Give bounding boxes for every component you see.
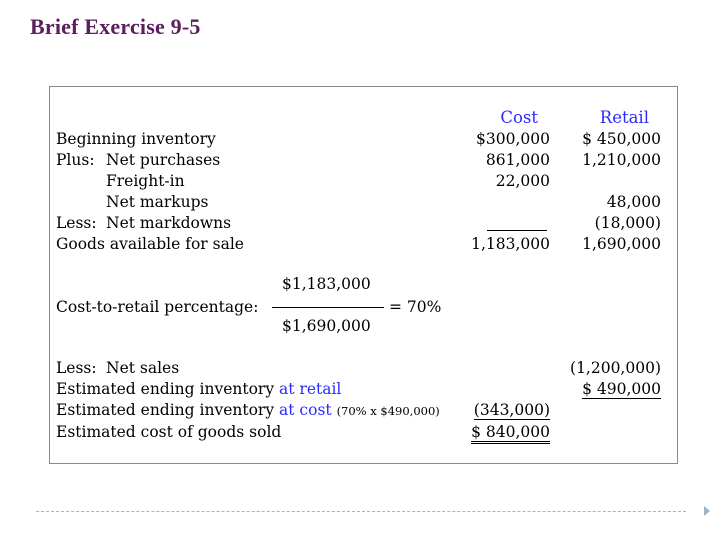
goods-available-label: Goods available for sale bbox=[56, 235, 244, 253]
slide-title: Brief Exercise 9-5 bbox=[30, 14, 201, 39]
net-sales-retail: (1,200,000) bbox=[570, 359, 661, 377]
footer-bullet-icon bbox=[704, 506, 710, 516]
cost-subtotal-rule bbox=[487, 230, 547, 231]
ratio-denominator: $1,690,000 bbox=[282, 317, 371, 335]
retail-header: Retail bbox=[599, 108, 649, 127]
ending-cost-label: Estimated ending inventory bbox=[56, 401, 275, 419]
ending-retail-label: Estimated ending inventory bbox=[56, 380, 275, 398]
goods-available-retail: 1,690,000 bbox=[582, 235, 661, 253]
ending-inventory-retail-value: $ 490,000 bbox=[582, 380, 661, 398]
net-markups-retail: 48,000 bbox=[606, 193, 661, 211]
freight-in-label: Freight-in bbox=[106, 172, 185, 190]
cogs-cost-value: $ 840,000 bbox=[471, 423, 550, 444]
ending-inventory-cost bbox=[474, 401, 550, 419]
cogs-label: Estimated cost of goods sold bbox=[56, 423, 282, 441]
net-markdowns-retail: (18,000) bbox=[594, 214, 661, 232]
net-markdowns-label: Net markdowns bbox=[106, 214, 232, 232]
ending-inventory-cost-value: (343,000) bbox=[473, 401, 550, 419]
net-purchases-cost: 861,000 bbox=[485, 151, 550, 169]
exercise-panel bbox=[49, 86, 678, 464]
goods-available-cost: 1,183,000 bbox=[471, 235, 550, 253]
less-sales-prefix: Less: bbox=[56, 359, 97, 377]
at-retail-highlight: at retail bbox=[279, 380, 342, 398]
ratio-numerator: $1,183,000 bbox=[282, 275, 371, 293]
ending-inventory-retail bbox=[582, 380, 661, 398]
ending-cost-note: (70% x $490,000) bbox=[336, 404, 440, 418]
at-cost-highlight: at cost bbox=[279, 401, 332, 419]
cogs-cost bbox=[471, 423, 550, 441]
ratio-label: Cost-to-retail percentage: bbox=[56, 298, 259, 316]
less-prefix: Less: bbox=[56, 214, 97, 232]
ending-cost-row bbox=[56, 401, 440, 420]
cost-header: Cost bbox=[500, 108, 538, 127]
net-purchases-retail: 1,210,000 bbox=[582, 151, 661, 169]
footer-divider bbox=[36, 511, 686, 512]
ratio-fraction-bar bbox=[272, 307, 384, 308]
ratio-result: = 70% bbox=[389, 298, 442, 316]
beginning-inventory-label: Beginning inventory bbox=[56, 130, 216, 148]
freight-in-cost: 22,000 bbox=[495, 172, 550, 190]
net-markups-label: Net markups bbox=[106, 193, 209, 211]
ending-retail-row bbox=[56, 380, 341, 398]
plus-prefix: Plus: bbox=[56, 151, 95, 169]
net-purchases-label: Net purchases bbox=[106, 151, 221, 169]
net-sales-label: Net sales bbox=[106, 359, 180, 377]
beginning-inventory-cost: $300,000 bbox=[476, 130, 550, 148]
beginning-inventory-retail: $ 450,000 bbox=[582, 130, 661, 148]
